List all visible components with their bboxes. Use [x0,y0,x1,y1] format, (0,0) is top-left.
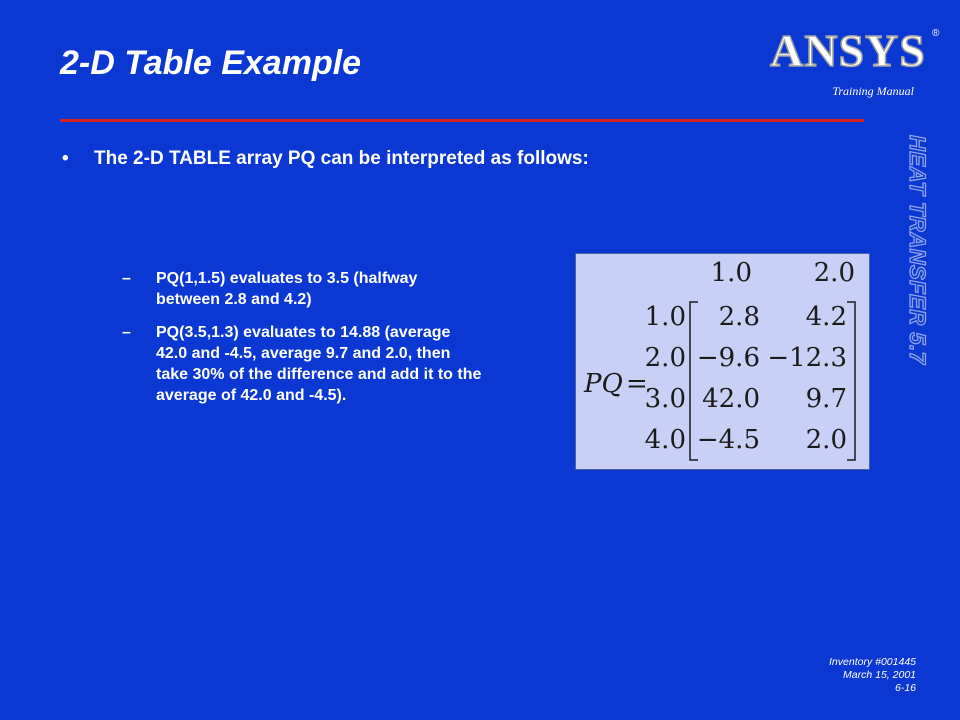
matrix-cell: 9.7 [805,384,847,414]
sub-bullet-text: PQ(1,1.5) evaluates to 3.5 (halfway between 2.8 and 4.2) [156,270,418,308]
bullet-icon: • [62,148,69,169]
matrix-cell: 42.0 [702,384,760,414]
registered-mark: ® [932,28,940,39]
row-header: 3.0 [644,384,686,414]
ansys-logo [770,26,945,76]
slide-footer [829,656,916,695]
side-course-label-text: HEAT TRANSFER 5.7 [905,135,930,365]
sub-bullet-text: PQ(3.5,1.3) evaluates to 14.88 (average 42.0 and -4.5, average 9.7 and 2.0, then take 30% of the difference and add it to the average of 42.0 and -4.5). [156,324,482,404]
row-header: 4.0 [644,425,686,455]
training-manual-label: Training Manual [832,84,914,98]
side-course-label [904,135,944,425]
matrix-cell: 2.8 [718,302,760,332]
row-header: 1.0 [644,302,686,332]
sub-bullet-item [122,268,482,310]
matrix-cell: −12.3 [767,343,847,373]
dash-icon: – [122,270,131,287]
matrix-cell: 2.0 [805,425,847,455]
col-header: 2.0 [813,258,855,288]
main-bullet [62,148,822,170]
equals-sign: = [626,369,648,399]
row-header: 2.0 [644,343,686,373]
matrix-label: PQ [584,369,623,399]
matrix-cell: −4.5 [696,425,760,455]
right-bracket [847,302,855,460]
title-divider [60,119,864,122]
matrix-equation [576,254,869,469]
page-number: 6-16 [894,682,916,694]
slide-title: 2-D Table Example [60,44,362,82]
matrix-cell: −9.6 [696,343,760,373]
dash-icon: – [122,324,131,341]
footer-date: March 15, 2001 [843,669,916,681]
matrix-cell: 4.2 [805,302,847,332]
inventory-number: Inventory #001445 [829,656,916,668]
col-header: 1.0 [710,258,752,288]
table-matrix-figure [575,253,870,470]
main-bullet-text: The 2-D TABLE array PQ can be interpreted as follows: [94,148,589,169]
sub-bullet-item [122,322,482,406]
sub-bullet-list [122,268,482,418]
logo-text: ANSYS [770,25,926,76]
